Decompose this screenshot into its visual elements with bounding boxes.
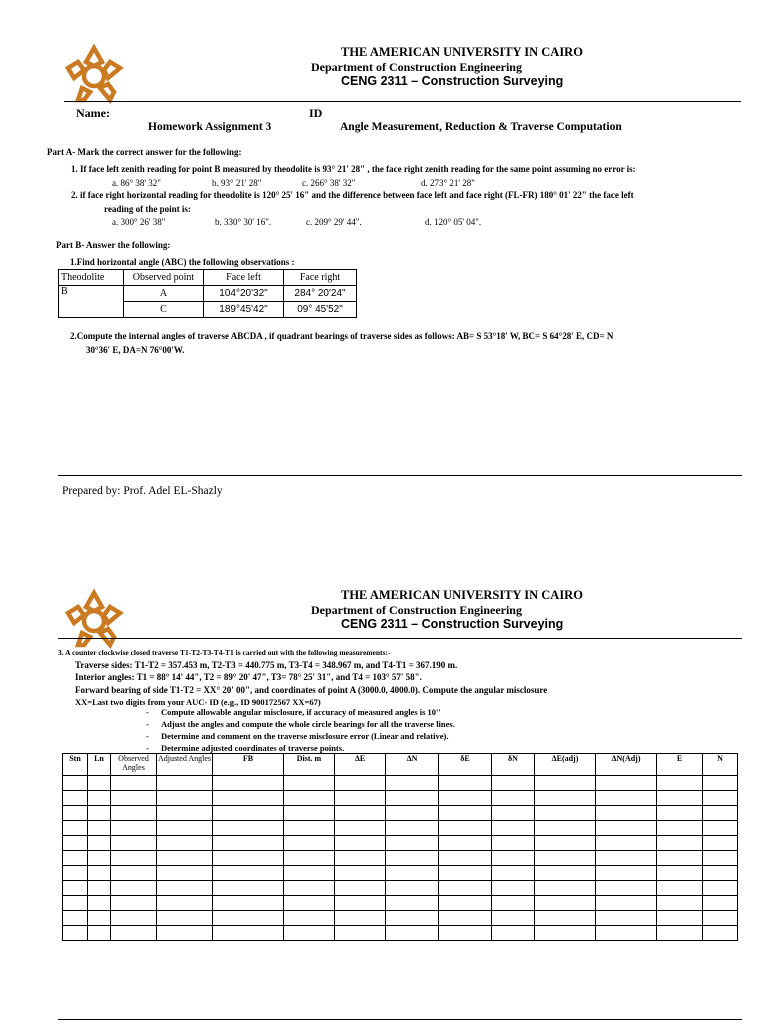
table-cell xyxy=(492,836,535,851)
trav-h-dn: ΔN xyxy=(386,754,439,776)
table-cell xyxy=(213,851,284,866)
table-cell xyxy=(88,776,111,791)
task-dash-2: - xyxy=(146,719,149,729)
table-cell xyxy=(657,791,703,806)
q3-intro: 3. A counter clockwise closed traverse T1-T2-T3-T4-T1 is carried out with the following measurements:- xyxy=(58,648,391,657)
obs-point-a: A xyxy=(124,286,204,302)
table-row xyxy=(63,776,738,791)
table-cell xyxy=(335,896,386,911)
table-cell xyxy=(703,866,738,881)
assignment-title: Homework Assignment 3 xyxy=(148,121,272,133)
table-cell xyxy=(596,776,657,791)
table-cell xyxy=(213,896,284,911)
table-cell xyxy=(111,866,157,881)
table-cell xyxy=(335,776,386,791)
table-cell xyxy=(439,791,492,806)
table-cell xyxy=(439,821,492,836)
traverse-table xyxy=(62,753,738,941)
table-cell xyxy=(703,791,738,806)
table-cell xyxy=(213,791,284,806)
assignment-topic: Angle Measurement, Reduction & Traverse Computation xyxy=(340,121,622,133)
table-cell xyxy=(63,926,88,941)
department-title: Department of Construction Engineering xyxy=(311,60,522,74)
q3-task-1: Compute allowable angular misclosure, if accuracy of measured angles is 10'' xyxy=(161,707,441,717)
table-cell xyxy=(284,776,335,791)
header-rule-2 xyxy=(58,638,742,639)
table-cell xyxy=(657,911,703,926)
table-cell xyxy=(63,851,88,866)
q1-text: 1. If face left zenith reading for point B measured by theodolite is 93° 21' 28" , the face right zenith reading for the same point assuming no error is: xyxy=(71,164,636,174)
q2-line1: 2. if face right horizontal reading for theodolite is 120° 25' 16" and the difference between face left and face right (FL-FR) 180° 01' 22" the face left xyxy=(71,190,634,200)
q1-option-b: b. 93° 21' 28" xyxy=(212,178,262,188)
header-rule xyxy=(64,101,741,102)
table-cell xyxy=(492,791,535,806)
table-cell xyxy=(703,836,738,851)
course-title: CENG 2311 – Construction Surveying xyxy=(341,74,564,88)
table-cell xyxy=(213,821,284,836)
part-b-title: Part B- Answer the following: xyxy=(56,240,171,250)
table-cell xyxy=(88,791,111,806)
task-dash-1: - xyxy=(146,707,149,717)
traverse-table-body xyxy=(63,776,738,941)
table-cell xyxy=(596,791,657,806)
table-cell xyxy=(111,791,157,806)
q1-option-a: a. 86° 38' 32" xyxy=(112,178,161,188)
q3-task-2: Adjust the angles and compute the whole circle bearings for all the traverse lines. xyxy=(161,719,455,729)
table-cell xyxy=(492,806,535,821)
table-cell xyxy=(439,926,492,941)
table-cell xyxy=(492,821,535,836)
table-cell xyxy=(703,851,738,866)
table-cell xyxy=(439,866,492,881)
table-cell xyxy=(213,836,284,851)
table-cell xyxy=(535,776,596,791)
table-cell xyxy=(596,836,657,851)
table-cell xyxy=(657,896,703,911)
auc-logo-2 xyxy=(64,589,124,649)
q1-option-d: d. 273° 21' 28" xyxy=(421,178,475,188)
table-cell xyxy=(492,851,535,866)
table-cell xyxy=(492,911,535,926)
table-row xyxy=(63,821,738,836)
table-cell xyxy=(213,776,284,791)
table-cell xyxy=(63,791,88,806)
table-cell xyxy=(335,836,386,851)
table-cell xyxy=(703,776,738,791)
trav-h-observed: Observed Angles xyxy=(111,754,157,776)
q3-sides: Traverse sides: T1-T2 = 357.453 m, T2-T3 = 440.775 m, T3-T4 = 348.967 m, and T4-T1 = 367.190 m. xyxy=(75,660,458,670)
table-cell xyxy=(439,911,492,926)
table-cell xyxy=(284,911,335,926)
table-cell xyxy=(657,866,703,881)
obs-header-point: Observed point xyxy=(124,270,204,286)
table-cell xyxy=(596,911,657,926)
table-cell xyxy=(657,926,703,941)
table-cell xyxy=(657,776,703,791)
table-cell xyxy=(157,776,213,791)
trav-h-ln: Ln xyxy=(88,754,111,776)
observations-table xyxy=(58,269,357,318)
table-cell xyxy=(63,911,88,926)
trav-h-sn: δN xyxy=(492,754,535,776)
table-cell xyxy=(596,926,657,941)
table-cell xyxy=(596,881,657,896)
q3-task-4: Determine adjusted coordinates of traverse points. xyxy=(161,743,345,753)
trav-h-n: N xyxy=(703,754,738,776)
table-row xyxy=(63,881,738,896)
obs-face-right-c: 09° 45'52" xyxy=(284,302,357,318)
table-cell xyxy=(386,911,439,926)
table-cell xyxy=(439,896,492,911)
part-b-q2-line2: 30°36′ E, DA=N 76°00′W. xyxy=(86,345,185,355)
table-cell xyxy=(492,776,535,791)
table-cell xyxy=(213,911,284,926)
table-cell xyxy=(88,911,111,926)
table-cell xyxy=(535,791,596,806)
table-cell xyxy=(213,881,284,896)
table-cell xyxy=(157,866,213,881)
q2-option-a: a. 300° 26' 38" xyxy=(112,217,166,227)
table-row xyxy=(63,791,738,806)
table-cell xyxy=(111,926,157,941)
trav-h-adjusted: Adjusted Angles xyxy=(157,754,213,776)
table-cell xyxy=(386,821,439,836)
department-title-2: Department of Construction Engineering xyxy=(311,603,522,617)
table-cell xyxy=(492,881,535,896)
q3-bearing: Forward bearing of side T1-T2 = XX° 20' 00", and coordinates of point A (3000.0, 4000.0). Compute the angular misclosure xyxy=(75,685,548,695)
table-cell xyxy=(157,851,213,866)
table-cell xyxy=(439,776,492,791)
table-cell xyxy=(535,821,596,836)
table-cell xyxy=(492,896,535,911)
table-cell xyxy=(157,836,213,851)
table-cell xyxy=(596,821,657,836)
trav-h-fb: FB xyxy=(213,754,284,776)
name-label: Name: xyxy=(76,106,110,120)
table-row xyxy=(63,866,738,881)
table-cell xyxy=(213,866,284,881)
table-cell xyxy=(88,881,111,896)
obs-header-face-left: Face left xyxy=(204,270,284,286)
table-cell xyxy=(703,821,738,836)
bottom-rule xyxy=(58,1019,742,1020)
university-title: THE AMERICAN UNIVERSITY IN CAIRO xyxy=(341,45,583,59)
table-cell xyxy=(157,806,213,821)
table-row xyxy=(63,851,738,866)
trav-h-stn: Stn xyxy=(63,754,88,776)
table-cell xyxy=(63,866,88,881)
table-cell xyxy=(535,866,596,881)
obs-header-theodolite: Theodolite xyxy=(59,270,124,286)
trav-h-de: ΔE xyxy=(335,754,386,776)
table-cell xyxy=(63,881,88,896)
table-cell xyxy=(111,881,157,896)
table-cell xyxy=(284,836,335,851)
q1-option-c: c. 266° 38' 32" xyxy=(302,178,356,188)
table-cell xyxy=(111,836,157,851)
table-cell xyxy=(657,881,703,896)
q2-option-c: c. 209° 29' 44". xyxy=(306,217,362,227)
table-cell xyxy=(492,926,535,941)
table-cell xyxy=(213,806,284,821)
table-cell xyxy=(335,851,386,866)
part-b-q1: 1.Find horizontal angle (ABC) the following observations : xyxy=(70,257,295,267)
table-cell xyxy=(535,851,596,866)
table-cell xyxy=(335,881,386,896)
table-cell xyxy=(63,821,88,836)
q3-task-3: Determine and comment on the traverse misclosure error (Linear and relative). xyxy=(161,731,449,741)
trav-h-dn-adj: ΔN(Adj) xyxy=(596,754,657,776)
table-cell xyxy=(111,806,157,821)
table-cell xyxy=(386,896,439,911)
trav-h-de-adj: ΔE(adj) xyxy=(535,754,596,776)
table-cell xyxy=(703,926,738,941)
q2-option-d: d. 120° 05' 04". xyxy=(425,217,482,227)
table-cell xyxy=(157,791,213,806)
task-dash-3: - xyxy=(146,731,149,741)
table-cell xyxy=(111,776,157,791)
table-cell xyxy=(88,896,111,911)
table-cell xyxy=(111,851,157,866)
obs-header-face-right: Face right xyxy=(284,270,357,286)
table-cell xyxy=(157,821,213,836)
table-cell xyxy=(157,926,213,941)
q3-angles: Interior angles: T1 = 88° 14' 44", T2 = 89° 20' 47", T3= 78° 25' 31", and T4 = 103° 57' 58". xyxy=(75,672,422,682)
table-cell xyxy=(284,806,335,821)
table-cell xyxy=(535,881,596,896)
table-row xyxy=(63,926,738,941)
table-cell xyxy=(111,911,157,926)
table-cell xyxy=(703,806,738,821)
table-cell xyxy=(439,806,492,821)
id-label: ID xyxy=(309,106,323,120)
table-cell xyxy=(703,896,738,911)
table-cell xyxy=(63,896,88,911)
table-cell xyxy=(386,881,439,896)
table-cell xyxy=(157,911,213,926)
table-cell xyxy=(335,821,386,836)
table-row xyxy=(63,896,738,911)
table-cell xyxy=(284,881,335,896)
obs-point-c: C xyxy=(124,302,204,318)
table-cell xyxy=(88,806,111,821)
table-cell xyxy=(335,866,386,881)
table-cell xyxy=(386,851,439,866)
part-b-q2-line1: 2.Compute the internal angles of traverse ABCDA , if quadrant bearings of traverse sides as follows: AB= S 53°18′ W, BC= S 64°28′ E, CD= N xyxy=(70,331,614,341)
table-cell xyxy=(284,926,335,941)
table-cell xyxy=(596,851,657,866)
table-row xyxy=(63,806,738,821)
table-cell xyxy=(596,896,657,911)
table-cell xyxy=(703,881,738,896)
table-cell xyxy=(535,896,596,911)
table-cell xyxy=(535,806,596,821)
table-cell xyxy=(657,836,703,851)
prepared-by: Prepared by: Prof. Adel EL-Shazly xyxy=(62,485,223,497)
table-cell xyxy=(492,866,535,881)
table-row xyxy=(63,911,738,926)
table-cell xyxy=(111,821,157,836)
table-cell xyxy=(157,896,213,911)
task-dash-4: - xyxy=(146,743,149,753)
table-cell xyxy=(335,791,386,806)
table-cell xyxy=(703,911,738,926)
table-cell xyxy=(386,866,439,881)
table-cell xyxy=(63,806,88,821)
obs-face-left-c: 189°45'42" xyxy=(204,302,284,318)
table-cell xyxy=(535,911,596,926)
obs-face-right-a: 284° 20'24" xyxy=(284,286,357,302)
table-cell xyxy=(386,776,439,791)
table-cell xyxy=(88,866,111,881)
table-cell xyxy=(284,821,335,836)
table-cell xyxy=(439,851,492,866)
trav-h-se: δE xyxy=(439,754,492,776)
table-cell xyxy=(88,926,111,941)
table-cell xyxy=(657,821,703,836)
table-cell xyxy=(88,851,111,866)
table-cell xyxy=(386,836,439,851)
table-cell xyxy=(335,806,386,821)
table-cell xyxy=(657,806,703,821)
q3-xx-note: XX=Last two digits from your AUC- ID (e.g., ID 900172567 XX=67) xyxy=(75,697,321,707)
trav-h-dist: Dist. m xyxy=(284,754,335,776)
table-cell xyxy=(284,866,335,881)
table-cell xyxy=(88,821,111,836)
trav-h-e: E xyxy=(657,754,703,776)
table-cell xyxy=(386,926,439,941)
table-cell xyxy=(386,791,439,806)
course-title-2: CENG 2311 – Construction Surveying xyxy=(341,617,564,631)
footer-rule xyxy=(58,475,742,476)
table-cell xyxy=(657,851,703,866)
obs-station: B xyxy=(59,286,124,318)
table-cell xyxy=(439,881,492,896)
auc-logo xyxy=(64,44,124,104)
table-cell xyxy=(111,896,157,911)
table-row xyxy=(63,836,738,851)
table-cell xyxy=(439,836,492,851)
table-cell xyxy=(596,866,657,881)
table-cell xyxy=(63,836,88,851)
table-cell xyxy=(88,836,111,851)
table-cell xyxy=(335,911,386,926)
table-cell xyxy=(284,791,335,806)
q2-option-b: b. 330° 30' 16". xyxy=(215,217,272,227)
table-cell xyxy=(157,881,213,896)
table-cell xyxy=(213,926,284,941)
obs-face-left-a: 104°20'32" xyxy=(204,286,284,302)
table-cell xyxy=(535,926,596,941)
part-a-title: Part A- Mark the correct answer for the following: xyxy=(47,147,242,157)
table-cell xyxy=(284,896,335,911)
table-cell xyxy=(63,776,88,791)
table-cell xyxy=(535,836,596,851)
q2-line2: reading of the point is: xyxy=(104,204,191,214)
table-cell xyxy=(284,851,335,866)
table-cell xyxy=(386,806,439,821)
table-cell xyxy=(335,926,386,941)
table-cell xyxy=(596,806,657,821)
university-title-2: THE AMERICAN UNIVERSITY IN CAIRO xyxy=(341,588,583,602)
